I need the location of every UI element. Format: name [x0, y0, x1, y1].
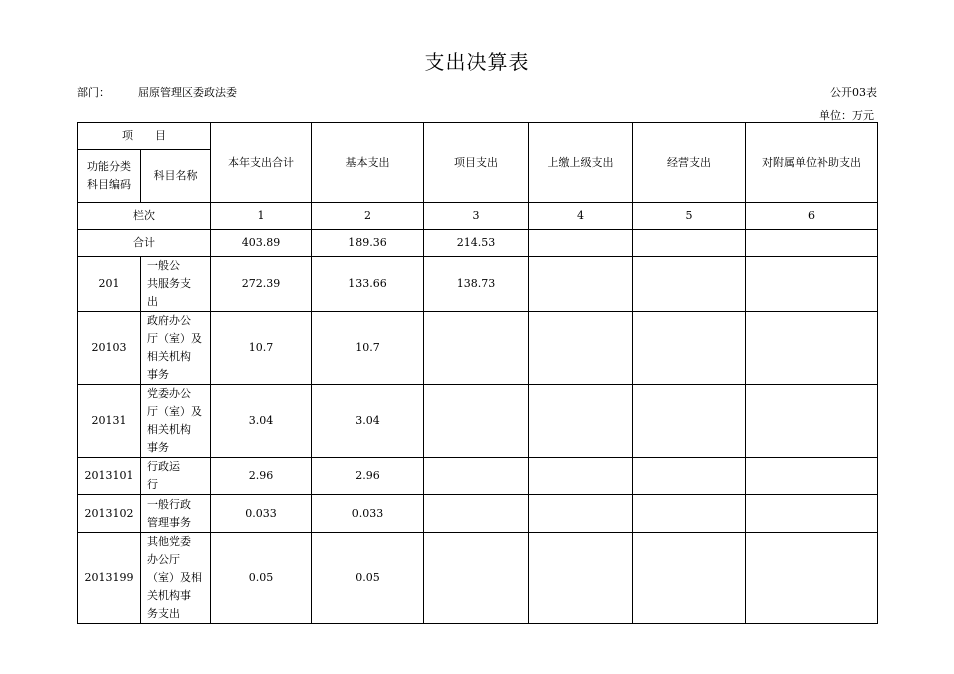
- expenditure-table: [77, 122, 878, 624]
- table-row: [78, 257, 878, 312]
- amount-cell: 0.05: [312, 533, 424, 624]
- header-col-3: 项目支出: [424, 123, 529, 203]
- amount-cell: 2.96: [312, 458, 424, 495]
- function-code: 2013199: [78, 533, 141, 624]
- lanci-num: 5: [633, 203, 746, 230]
- amount-cell: [529, 458, 633, 495]
- amount-cell: [529, 533, 633, 624]
- function-code: 201: [78, 257, 141, 312]
- lanci-num: 3: [424, 203, 529, 230]
- amount-cell: [529, 385, 633, 458]
- amount-cell: 0.05: [211, 533, 312, 624]
- header-col-1: 本年支出合计: [211, 123, 312, 203]
- amount-cell: [633, 312, 746, 385]
- subject-name: 行政运 行: [141, 458, 211, 495]
- lanci-num: 4: [529, 203, 633, 230]
- table-row: [78, 533, 878, 624]
- subject-name: 一般公 共服务支 出: [141, 257, 211, 312]
- amount-cell: 133.66: [312, 257, 424, 312]
- amount-cell: 138.73: [424, 257, 529, 312]
- amount-cell: 0.033: [312, 495, 424, 533]
- amount-cell: [746, 533, 878, 624]
- total-cell: [746, 230, 878, 257]
- total-cell: 189.36: [312, 230, 424, 257]
- amount-cell: [633, 385, 746, 458]
- amount-cell: [424, 312, 529, 385]
- header-func-code: 功能分类 科目编码: [78, 150, 141, 203]
- header-subject-name: 科目名称: [141, 150, 211, 203]
- amount-cell: [424, 533, 529, 624]
- total-cell: [529, 230, 633, 257]
- amount-cell: [746, 312, 878, 385]
- subject-name: 党委办公 厅（室）及 相关机构 事务: [141, 385, 211, 458]
- header-col-6: 对附属单位补助支出: [746, 123, 878, 203]
- amount-cell: [746, 257, 878, 312]
- amount-cell: [424, 458, 529, 495]
- amount-cell: [633, 257, 746, 312]
- header-col-4: 上缴上级支出: [529, 123, 633, 203]
- lanci-num: 2: [312, 203, 424, 230]
- total-label: 合计: [78, 230, 211, 257]
- table-row: [78, 458, 878, 495]
- header-col-5: 经营支出: [633, 123, 746, 203]
- header-item: 项 目: [78, 123, 211, 150]
- amount-cell: [746, 458, 878, 495]
- table-row: [78, 385, 878, 458]
- department-line: [77, 84, 237, 100]
- total-cell: 214.53: [424, 230, 529, 257]
- amount-cell: [633, 495, 746, 533]
- amount-cell: 2.96: [211, 458, 312, 495]
- amount-cell: [529, 495, 633, 533]
- table-row: [78, 312, 878, 385]
- function-code: 2013101: [78, 458, 141, 495]
- amount-cell: 3.04: [312, 385, 424, 458]
- function-code: 2013102: [78, 495, 141, 533]
- amount-cell: [529, 312, 633, 385]
- table-row: [78, 495, 878, 533]
- subject-name: 一般行政 管理事务: [141, 495, 211, 533]
- amount-cell: [746, 495, 878, 533]
- amount-cell: [746, 385, 878, 458]
- department-name: 屈原管理区委政法委: [138, 86, 237, 99]
- form-number: 公开03表: [830, 86, 877, 99]
- data-rows: [78, 257, 878, 624]
- lanci-label: 栏次: [78, 203, 211, 230]
- header-col-2: 基本支出: [312, 123, 424, 203]
- lanci-num: 1: [211, 203, 312, 230]
- amount-cell: 3.04: [211, 385, 312, 458]
- amount-cell: 10.7: [312, 312, 424, 385]
- amount-cell: 272.39: [211, 257, 312, 312]
- amount-cell: 0.033: [211, 495, 312, 533]
- amount-cell: [424, 495, 529, 533]
- amount-cell: 10.7: [211, 312, 312, 385]
- total-cell: 403.89: [211, 230, 312, 257]
- page-title: 支出决算表: [424, 50, 530, 74]
- function-code: 20131: [78, 385, 141, 458]
- total-cell: [633, 230, 746, 257]
- department-label: 部门：: [77, 86, 110, 99]
- function-code: 20103: [78, 312, 141, 385]
- subject-name: 政府办公 厅（室）及 相关机构 事务: [141, 312, 211, 385]
- lanci-num: 6: [746, 203, 878, 230]
- amount-cell: [633, 533, 746, 624]
- amount-cell: [633, 458, 746, 495]
- unit-label: 单位：万元: [819, 109, 874, 122]
- amount-cell: [529, 257, 633, 312]
- subject-name: 其他党委 办公厅 （室）及相 关机构事 务支出: [141, 533, 211, 624]
- amount-cell: [424, 385, 529, 458]
